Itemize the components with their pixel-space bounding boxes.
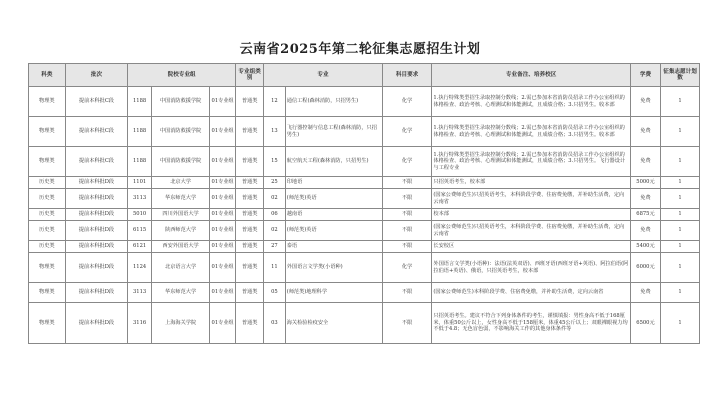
cell-plan-count: 1 bbox=[661, 189, 700, 209]
cell-category: 物理类 bbox=[29, 283, 66, 303]
cell-subject-requirement: 不限 bbox=[382, 177, 432, 189]
header-major: 专业 bbox=[264, 64, 383, 87]
cell-tuition: 免费 bbox=[630, 117, 660, 147]
cell-batch: 提前本科批C段 bbox=[65, 117, 128, 147]
cell-school-code: 1101 bbox=[128, 177, 152, 189]
cell-school-code: 1188 bbox=[128, 147, 152, 177]
cell-school-code: 6115 bbox=[128, 221, 152, 241]
header-subject-requirement: 科目要求 bbox=[382, 64, 432, 87]
cell-major-name: 越南语 bbox=[285, 209, 382, 221]
cell-group-type: 普通类 bbox=[236, 117, 264, 147]
cell-category: 物理类 bbox=[29, 253, 66, 283]
cell-group-type: 普通类 bbox=[236, 87, 264, 117]
cell-batch: 提前本科批D段 bbox=[65, 177, 128, 189]
cell-batch: 提前本科批D段 bbox=[65, 209, 128, 221]
header-remarks: 专业备注、培养校区 bbox=[432, 64, 630, 87]
cell-school-code: 3113 bbox=[128, 189, 152, 209]
cell-remarks: 1.执行特殊类型招生录取控制分数线；2.需已参加本省消防员招录工作办公室组织的体格检查、政治考核、心理测试和体能测试，且成绩合格；3.只招男生。收本部 bbox=[432, 87, 630, 117]
cell-major-name: 飞行器控制与信息工程(森林消防，只招男生) bbox=[285, 117, 382, 147]
cell-group: 01专业组 bbox=[210, 303, 236, 344]
cell-remarks: 只招英语考生，校本部 bbox=[432, 177, 630, 189]
table-row bbox=[29, 177, 700, 189]
cell-plan-count: 1 bbox=[661, 147, 700, 177]
cell-group-type: 普通类 bbox=[236, 303, 264, 344]
cell-school-name: 华东师范大学 bbox=[151, 283, 209, 303]
cell-plan-count: 1 bbox=[661, 241, 700, 253]
cell-batch: 提前本科批C段 bbox=[65, 87, 128, 117]
cell-plan-count: 1 bbox=[661, 177, 700, 189]
cell-remarks: (国家公费师范生)只招英语考生，本科阶段学费、住宿费免缴，并补助生活费，定向云南省 bbox=[432, 221, 630, 241]
cell-subject-requirement: 不限 bbox=[382, 303, 432, 344]
header-category: 科类 bbox=[29, 64, 66, 87]
cell-remarks: (国家公费师范生)本科阶段学费、住宿费免缴，并补助生活费，定向云南省 bbox=[432, 283, 630, 303]
cell-remarks: 校本部 bbox=[432, 209, 630, 221]
cell-major-code: 15 bbox=[264, 147, 286, 177]
cell-remarks: (国家公费师范生)只招英语考生，本科阶段学费、住宿费免缴，并补助生活费，定向云南省 bbox=[432, 189, 630, 209]
cell-remarks: 长安校区 bbox=[432, 241, 630, 253]
header-tuition: 学费 bbox=[630, 64, 660, 87]
cell-group: 01专业组 bbox=[210, 283, 236, 303]
cell-category: 历史类 bbox=[29, 221, 66, 241]
cell-group: 01专业组 bbox=[210, 253, 236, 283]
cell-batch: 提前本科批D段 bbox=[65, 241, 128, 253]
cell-category: 历史类 bbox=[29, 177, 66, 189]
cell-group-type: 普通类 bbox=[236, 177, 264, 189]
table-row bbox=[29, 87, 700, 117]
cell-batch: 提前本科批D段 bbox=[65, 253, 128, 283]
cell-school-code: 6121 bbox=[128, 241, 152, 253]
cell-school-code: 5010 bbox=[128, 209, 152, 221]
cell-group: 01专业组 bbox=[210, 147, 236, 177]
table-row bbox=[29, 209, 700, 221]
cell-batch: 提前本科批D段 bbox=[65, 189, 128, 209]
cell-group: 01专业组 bbox=[210, 241, 236, 253]
header-batch: 批次 bbox=[65, 64, 128, 87]
cell-group-type: 普通类 bbox=[236, 147, 264, 177]
cell-batch: 提前本科批C段 bbox=[65, 147, 128, 177]
cell-school-code: 3116 bbox=[128, 303, 152, 344]
cell-major-name: 航空航天工程(森林消防，只招男生) bbox=[285, 147, 382, 177]
cell-subject-requirement: 不限 bbox=[382, 241, 432, 253]
cell-batch: 提前本科批D段 bbox=[65, 221, 128, 241]
table-row bbox=[29, 221, 700, 241]
cell-batch: 提前本科批D段 bbox=[65, 283, 128, 303]
cell-group-type: 普通类 bbox=[236, 189, 264, 209]
cell-major-code: 05 bbox=[264, 283, 286, 303]
cell-school-name: 北京大学 bbox=[151, 177, 209, 189]
table-row bbox=[29, 147, 700, 177]
cell-tuition: 免费 bbox=[630, 147, 660, 177]
cell-school-name: 中国消防救援学院 bbox=[151, 117, 209, 147]
cell-subject-requirement: 化学 bbox=[382, 253, 432, 283]
cell-major-name: 海关检验检疫安全 bbox=[285, 303, 382, 344]
cell-remarks: 1.执行特殊类型招生录取控制分数线；2.需已参加本省消防员招录工作办公室组织的体格检查、政治考核、心理测试和体能测试，且成绩合格；3.只招男生。飞行器设计与工程专业 bbox=[432, 147, 630, 177]
cell-group-type: 普通类 bbox=[236, 241, 264, 253]
cell-subject-requirement: 化学 bbox=[382, 117, 432, 147]
cell-group: 01专业组 bbox=[210, 177, 236, 189]
cell-school-name: 北京语言大学 bbox=[151, 253, 209, 283]
page-title: 云南省2025年第二轮征集志愿招生计划 bbox=[239, 42, 481, 57]
cell-major-code: 03 bbox=[264, 303, 286, 344]
cell-school-name: 中国消防救援学院 bbox=[151, 147, 209, 177]
table-row bbox=[29, 189, 700, 209]
cell-school-code: 1188 bbox=[128, 87, 152, 117]
cell-major-code: 12 bbox=[264, 87, 286, 117]
cell-subject-requirement: 不限 bbox=[382, 221, 432, 241]
cell-tuition: 5000元 bbox=[630, 177, 660, 189]
cell-major-code: 27 bbox=[264, 241, 286, 253]
cell-tuition: 免费 bbox=[630, 283, 660, 303]
cell-school-name: 四川外国语大学 bbox=[151, 209, 209, 221]
cell-school-name: 华东师范大学 bbox=[151, 189, 209, 209]
header-group-type: 专业组类别 bbox=[236, 64, 264, 87]
cell-plan-count: 1 bbox=[661, 117, 700, 147]
cell-tuition: 6875元 bbox=[630, 209, 660, 221]
cell-major-code: 13 bbox=[264, 117, 286, 147]
cell-subject-requirement: 不限 bbox=[382, 283, 432, 303]
enrollment-plan-table bbox=[28, 63, 700, 344]
cell-category: 物理类 bbox=[29, 117, 66, 147]
cell-tuition: 免费 bbox=[630, 87, 660, 117]
cell-plan-count: 1 bbox=[661, 303, 700, 344]
cell-group: 01专业组 bbox=[210, 209, 236, 221]
cell-major-code: 25 bbox=[264, 177, 286, 189]
cell-remarks: 外国语言文学类(小语种)：法语(法英双语)、西班牙语(西班牙语+英语)、阿拉伯语(阿拉伯语+英语)、俄语，只招英语考生，校本部 bbox=[432, 253, 630, 283]
cell-tuition: 6500元 bbox=[630, 303, 660, 344]
table-row bbox=[29, 253, 700, 283]
cell-school-name: 西安外国语大学 bbox=[151, 241, 209, 253]
cell-major-name: (师范类)地理科学 bbox=[285, 283, 382, 303]
cell-group-type: 普通类 bbox=[236, 209, 264, 221]
cell-plan-count: 1 bbox=[661, 221, 700, 241]
cell-group: 01专业组 bbox=[210, 87, 236, 117]
cell-category: 物理类 bbox=[29, 87, 66, 117]
cell-subject-requirement: 不限 bbox=[382, 189, 432, 209]
cell-remarks: 1.执行特殊类型招生录取控制分数线；2.需已参加本省消防员招录工作办公室组织的体格检查、政治考核、心理测试和体能测试，且成绩合格；3.只招男生。收本部 bbox=[432, 117, 630, 147]
cell-school-code: 3113 bbox=[128, 283, 152, 303]
table-row bbox=[29, 117, 700, 147]
cell-tuition: 5400元 bbox=[630, 241, 660, 253]
cell-group-type: 普通类 bbox=[236, 283, 264, 303]
cell-tuition: 免费 bbox=[630, 189, 660, 209]
cell-tuition: 免费 bbox=[630, 221, 660, 241]
cell-plan-count: 1 bbox=[661, 87, 700, 117]
header-school-group: 院校专业组 bbox=[128, 64, 236, 87]
cell-tuition: 6000元 bbox=[630, 253, 660, 283]
cell-major-code: 06 bbox=[264, 209, 286, 221]
cell-school-name: 上海海关学院 bbox=[151, 303, 209, 344]
cell-category: 物理类 bbox=[29, 147, 66, 177]
cell-major-name: (师范类)英语 bbox=[285, 189, 382, 209]
cell-group-type: 普通类 bbox=[236, 221, 264, 241]
cell-group: 01专业组 bbox=[210, 117, 236, 147]
cell-plan-count: 1 bbox=[661, 209, 700, 221]
cell-batch: 提前本科批D段 bbox=[65, 303, 128, 344]
cell-remarks: 只招英语考生。建议不符合下列身体条件的考生，谨慎填报：男性身高不低于168厘米，体重50公斤以上，女性身高不低于158厘米，体重45公斤以上；双眼裸眼视力均不低于4.8；无色盲色弱，不影响海关工作的其他身体条件等 bbox=[432, 303, 630, 344]
table-row bbox=[29, 283, 700, 303]
table-row bbox=[29, 241, 700, 253]
cell-subject-requirement: 化学 bbox=[382, 87, 432, 117]
cell-major-name: 外国语言文学类(小语种) bbox=[285, 253, 382, 283]
cell-major-name: 印地语 bbox=[285, 177, 382, 189]
cell-major-code: 11 bbox=[264, 253, 286, 283]
cell-school-name: 陕西师范大学 bbox=[151, 221, 209, 241]
cell-subject-requirement: 化学 bbox=[382, 147, 432, 177]
cell-category: 历史类 bbox=[29, 241, 66, 253]
cell-group: 01专业组 bbox=[210, 189, 236, 209]
cell-school-name: 中国消防救援学院 bbox=[151, 87, 209, 117]
cell-major-name: 通信工程(森林消防，只招男生) bbox=[285, 87, 382, 117]
header-plan-count: 征集志愿计划数 bbox=[661, 64, 700, 87]
table-row bbox=[29, 303, 700, 344]
cell-major-name: (师范类)英语 bbox=[285, 221, 382, 241]
table-header-row bbox=[29, 64, 700, 87]
cell-plan-count: 1 bbox=[661, 253, 700, 283]
cell-plan-count: 1 bbox=[661, 283, 700, 303]
cell-category: 历史类 bbox=[29, 209, 66, 221]
cell-major-code: 02 bbox=[264, 189, 286, 209]
cell-group-type: 普通类 bbox=[236, 253, 264, 283]
cell-category: 历史类 bbox=[29, 189, 66, 209]
cell-subject-requirement: 不限 bbox=[382, 209, 432, 221]
cell-school-code: 1188 bbox=[128, 117, 152, 147]
cell-school-code: 1124 bbox=[128, 253, 152, 283]
cell-category: 物理类 bbox=[29, 303, 66, 344]
cell-major-code: 02 bbox=[264, 221, 286, 241]
cell-group: 01专业组 bbox=[210, 221, 236, 241]
cell-major-name: 泰语 bbox=[285, 241, 382, 253]
